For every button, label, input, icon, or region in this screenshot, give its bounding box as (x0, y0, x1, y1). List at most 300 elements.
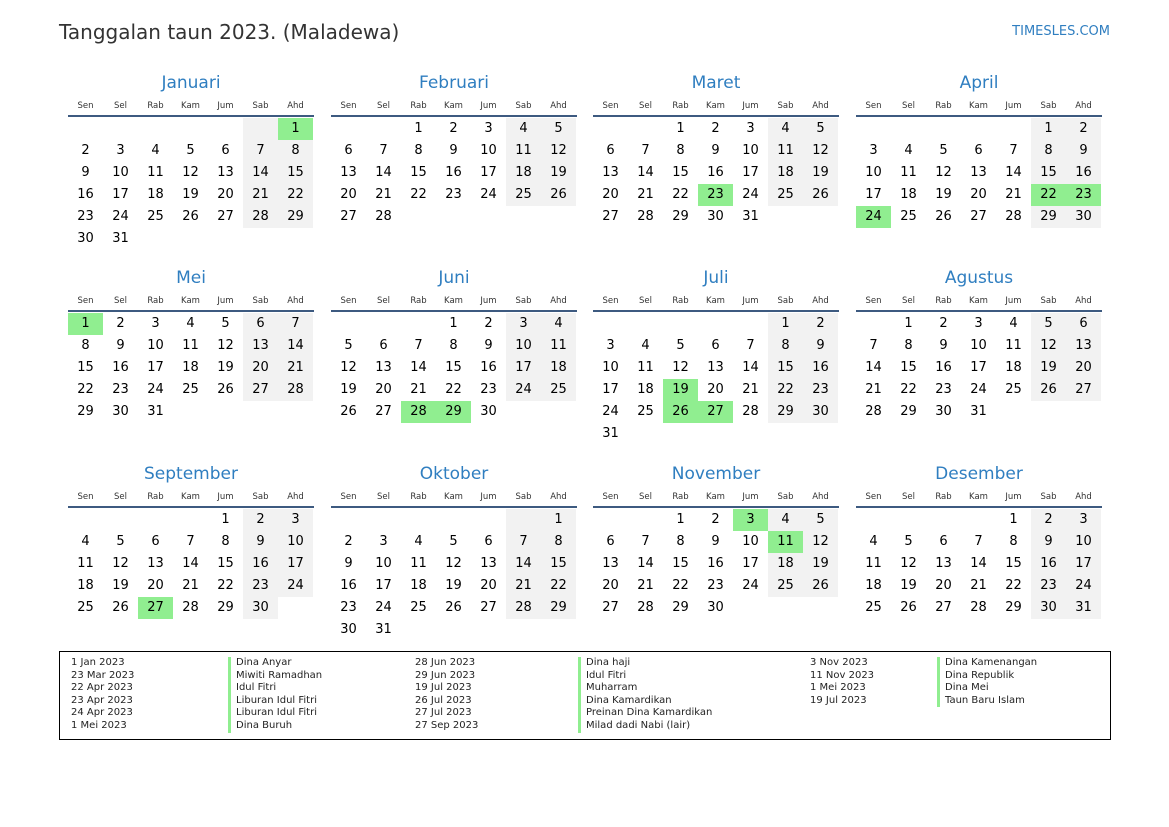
day-cell: 14 (637, 165, 654, 180)
day-cell: 22 (672, 578, 689, 593)
day-cell: 13 (602, 556, 619, 571)
day-cell: 11 (1005, 338, 1022, 353)
week-row (331, 206, 577, 228)
day-cell: 9 (116, 338, 125, 353)
day-cell: 25 (147, 209, 164, 224)
weekday-label: Sel (902, 100, 915, 111)
empty-cell (366, 118, 401, 140)
day-cell: 14 (970, 556, 987, 571)
week-row (68, 118, 314, 140)
day-cell: 12 (340, 360, 357, 375)
weekday-label: Jum (480, 491, 497, 502)
weekend-day-cell: 20 (243, 357, 278, 379)
day-cell: 9 (939, 338, 948, 353)
day-cell: 16 (480, 360, 497, 375)
day-cell: 27 (340, 209, 357, 224)
holiday-day-cell: 1 (278, 118, 313, 140)
day-cell: 2 (939, 316, 948, 331)
day-cell: 29 (217, 600, 234, 615)
week-row (68, 401, 314, 423)
day-cell: 11 (410, 556, 427, 571)
day-cell: 7 (869, 338, 878, 353)
holiday-day-cell: 19 (663, 379, 698, 401)
day-cell: 5 (186, 143, 195, 158)
weekday-label: Sen (602, 295, 619, 306)
month-divider (856, 506, 1102, 508)
week-row (856, 140, 1102, 162)
day-cell: 25 (865, 600, 882, 615)
week-row (331, 313, 577, 335)
day-cell: 8 (676, 534, 685, 549)
month-name: September (144, 464, 238, 484)
day-cell: 17 (742, 165, 759, 180)
month-februari (331, 73, 577, 228)
legend-holiday-name: Dina Anyar (228, 657, 322, 670)
week-row (331, 335, 577, 357)
weekend-day-cell: 30 (1031, 597, 1066, 619)
day-cell: 20 (602, 578, 619, 593)
day-cell: 5 (344, 338, 353, 353)
week-row (593, 140, 839, 162)
legend-date: 24 Apr 2023 (71, 707, 133, 719)
weekday-label: Sel (639, 491, 652, 502)
legend-holiday-name: Dina haji (578, 657, 712, 670)
day-cell: 31 (970, 404, 987, 419)
month-name: Mei (176, 268, 206, 288)
weekend-day-cell: 8 (541, 531, 576, 553)
weekend-day-cell: 11 (768, 140, 803, 162)
empty-cell (1066, 401, 1101, 423)
day-cell: 12 (672, 360, 689, 375)
weekday-label: Sel (114, 295, 127, 306)
day-cell: 31 (112, 231, 129, 246)
day-cell: 27 (970, 209, 987, 224)
day-cell: 6 (344, 143, 353, 158)
day-cell: 16 (935, 360, 952, 375)
month-divider (856, 310, 1102, 312)
weekday-label: Jum (742, 100, 759, 111)
week-row (68, 531, 314, 553)
month-mei (68, 268, 314, 423)
weekday-label: Sel (377, 100, 390, 111)
legend-date: 11 Nov 2023 (810, 669, 875, 681)
day-cell: 21 (742, 382, 759, 397)
day-cell: 16 (707, 556, 724, 571)
weekend-day-cell: 7 (278, 313, 313, 335)
holiday-day-cell: 3 (733, 509, 768, 531)
day-cell: 15 (217, 556, 234, 571)
day-cell: 24 (480, 187, 497, 202)
day-cell: 4 (81, 534, 90, 549)
weekend-day-cell: 9 (1066, 140, 1101, 162)
day-cell: 2 (344, 534, 353, 549)
day-cell: 7 (641, 143, 650, 158)
empty-cell (401, 313, 436, 335)
empty-cell (208, 401, 243, 423)
weekend-day-cell: 5 (803, 509, 838, 531)
week-row (68, 184, 314, 206)
weekend-day-cell: 1 (768, 313, 803, 335)
empty-cell (698, 313, 733, 335)
legend-date: 29 Jun 2023 (415, 669, 476, 681)
empty-cell (278, 228, 313, 250)
week-row (593, 118, 839, 140)
empty-cell (856, 118, 891, 140)
holiday-day-cell: 28 (401, 401, 436, 423)
empty-cell (68, 118, 103, 140)
day-cell: 26 (340, 404, 357, 419)
day-cell: 20 (375, 382, 392, 397)
legend-date-column (810, 657, 874, 707)
week-row (331, 118, 577, 140)
day-cell: 13 (970, 165, 987, 180)
legend-holiday-name: Preinan Dina Kamardikan (578, 707, 712, 720)
month-divider (856, 115, 1102, 117)
day-cell: 20 (707, 382, 724, 397)
day-cell: 3 (116, 143, 125, 158)
weekend-day-cell: 15 (278, 162, 313, 184)
week-row (68, 140, 314, 162)
empty-cell (436, 619, 471, 641)
day-cell: 1 (676, 512, 685, 527)
empty-cell (768, 597, 803, 619)
weekend-day-cell: 27 (243, 379, 278, 401)
weekday-label: Rab (410, 295, 427, 306)
weekend-day-cell: 2 (803, 313, 838, 335)
weekday-header (68, 97, 314, 114)
weekday-label: Ahd (812, 100, 829, 111)
day-cell: 15 (445, 360, 462, 375)
day-cell: 27 (375, 404, 392, 419)
empty-cell (436, 509, 471, 531)
day-cell: 7 (1009, 143, 1018, 158)
weekday-header (593, 97, 839, 114)
empty-cell (996, 118, 1031, 140)
weekend-day-cell: 23 (803, 379, 838, 401)
weekend-day-cell: 19 (1031, 357, 1066, 379)
day-cell: 24 (375, 600, 392, 615)
legend-holiday-name: Dina Republik (937, 670, 1037, 683)
holiday-day-cell: 22 (1031, 184, 1066, 206)
weekend-day-cell: 16 (1031, 553, 1066, 575)
day-cell: 18 (900, 187, 917, 202)
weekday-label: Sen (602, 100, 619, 111)
week-row (593, 423, 839, 445)
weekend-day-cell: 26 (803, 575, 838, 597)
weekend-day-cell: 15 (1031, 162, 1066, 184)
empty-cell (243, 118, 278, 140)
day-cell: 28 (970, 600, 987, 615)
day-cell: 13 (217, 165, 234, 180)
day-cell: 3 (606, 338, 615, 353)
day-cell: 18 (182, 360, 199, 375)
empty-cell (506, 206, 541, 228)
day-cell: 8 (81, 338, 90, 353)
weekday-label: Jum (742, 491, 759, 502)
day-cell: 10 (112, 165, 129, 180)
day-cell: 10 (742, 534, 759, 549)
weekday-label: Rab (147, 491, 164, 502)
empty-cell (663, 313, 698, 335)
day-cell: 19 (935, 187, 952, 202)
legend-holiday-name: Dina Buruh (228, 720, 322, 733)
weekend-day-cell: 10 (506, 335, 541, 357)
week-row (856, 575, 1102, 597)
weekend-day-cell: 12 (1031, 335, 1066, 357)
legend-date: 27 Sep 2023 (415, 719, 479, 731)
day-cell: 8 (221, 534, 230, 549)
day-cell: 1 (1009, 512, 1018, 527)
day-cell: 6 (711, 338, 720, 353)
weekday-label: Jum (1005, 491, 1022, 502)
week-row (593, 206, 839, 228)
day-cell: 7 (186, 534, 195, 549)
weekend-day-cell: 23 (1031, 575, 1066, 597)
day-cell: 15 (1005, 556, 1022, 571)
empty-cell (856, 313, 891, 335)
day-cell: 20 (147, 578, 164, 593)
day-cell: 23 (77, 209, 94, 224)
day-cell: 18 (1005, 360, 1022, 375)
day-cell: 5 (904, 534, 913, 549)
month-divider (68, 310, 314, 312)
weekend-day-cell: 17 (278, 553, 313, 575)
day-cell: 2 (81, 143, 90, 158)
weekday-label: Rab (935, 295, 952, 306)
empty-cell (173, 118, 208, 140)
weekend-day-cell: 23 (243, 575, 278, 597)
day-cell: 5 (116, 534, 125, 549)
day-cell: 26 (935, 209, 952, 224)
holiday-legend (59, 651, 1111, 740)
day-cell: 19 (340, 382, 357, 397)
weekend-day-cell: 14 (278, 335, 313, 357)
empty-cell (68, 509, 103, 531)
holiday-day-cell: 26 (663, 401, 698, 423)
day-cell: 26 (445, 600, 462, 615)
holiday-day-cell: 23 (698, 184, 733, 206)
empty-cell (593, 509, 628, 531)
day-cell: 8 (904, 338, 913, 353)
day-cell: 12 (445, 556, 462, 571)
day-cell: 11 (77, 556, 94, 571)
day-cell: 25 (410, 600, 427, 615)
weekday-label: Rab (410, 100, 427, 111)
month-oktober (331, 464, 577, 641)
day-cell: 2 (449, 121, 458, 136)
week-row (331, 379, 577, 401)
legend-date: 19 Jul 2023 (415, 682, 472, 694)
week-row (593, 335, 839, 357)
month-maret (593, 73, 839, 228)
weekend-day-cell: 14 (243, 162, 278, 184)
holiday-day-cell: 23 (1066, 184, 1101, 206)
day-cell: 5 (449, 534, 458, 549)
day-cell: 23 (112, 382, 129, 397)
day-cell: 22 (1005, 578, 1022, 593)
day-cell: 18 (77, 578, 94, 593)
day-cell: 23 (340, 600, 357, 615)
month-divider (68, 115, 314, 117)
day-cell: 8 (1009, 534, 1018, 549)
weekday-label: Sen (602, 491, 619, 502)
week-row (68, 228, 314, 250)
day-cell: 9 (484, 338, 493, 353)
weekday-label: Sab (252, 100, 269, 111)
day-cell: 13 (707, 360, 724, 375)
weekend-day-cell: 29 (768, 401, 803, 423)
weekend-day-cell: 22 (278, 184, 313, 206)
day-cell: 8 (414, 143, 423, 158)
week-row (856, 597, 1102, 619)
day-cell: 25 (182, 382, 199, 397)
empty-cell (436, 206, 471, 228)
day-cell: 10 (742, 143, 759, 158)
day-cell: 25 (637, 404, 654, 419)
empty-cell (506, 401, 541, 423)
weekday-label: Ahd (812, 295, 829, 306)
week-row (593, 597, 839, 619)
weekend-day-cell: 14 (506, 553, 541, 575)
weekday-label: Sen (77, 295, 94, 306)
weekday-label: Sen (340, 295, 357, 306)
weekday-label: Kam (181, 295, 200, 306)
month-divider (593, 506, 839, 508)
week-row (856, 206, 1102, 228)
month-divider (331, 310, 577, 312)
day-cell: 7 (641, 534, 650, 549)
weekday-label: Rab (672, 100, 689, 111)
weekday-label: Rab (935, 491, 952, 502)
day-cell: 18 (410, 578, 427, 593)
weekday-label: Ahd (550, 491, 567, 502)
legend-date: 27 Jul 2023 (415, 707, 472, 719)
day-cell: 1 (449, 316, 458, 331)
weekend-day-cell: 2 (243, 509, 278, 531)
weekday-label: Kam (969, 491, 988, 502)
month-name: Februari (419, 73, 489, 93)
weekend-day-cell: 19 (541, 162, 576, 184)
month-juni (331, 268, 577, 423)
weekday-label: Ahd (1075, 295, 1092, 306)
week-row (856, 335, 1102, 357)
day-cell: 18 (147, 187, 164, 202)
weekday-label: Sab (515, 295, 532, 306)
empty-cell (628, 118, 663, 140)
legend-holiday-name: Liburan Idul Fitri (228, 707, 322, 720)
weekend-day-cell: 7 (506, 531, 541, 553)
day-cell: 17 (375, 578, 392, 593)
weekend-day-cell: 12 (803, 140, 838, 162)
day-cell: 6 (939, 534, 948, 549)
legend-date: 26 Jul 2023 (415, 694, 472, 706)
weekday-label: Sab (777, 295, 794, 306)
weekday-label: Sel (114, 100, 127, 111)
day-cell: 28 (375, 209, 392, 224)
empty-cell (331, 313, 366, 335)
day-cell: 29 (1005, 600, 1022, 615)
legend-name-column (228, 657, 322, 733)
weekend-day-cell: 11 (506, 140, 541, 162)
weekend-day-cell: 26 (1031, 379, 1066, 401)
day-cell: 11 (900, 165, 917, 180)
day-cell: 22 (217, 578, 234, 593)
day-cell: 21 (375, 187, 392, 202)
day-cell: 28 (637, 209, 654, 224)
day-cell: 26 (182, 209, 199, 224)
weekend-day-cell: 28 (278, 379, 313, 401)
week-row (331, 597, 577, 619)
day-cell: 31 (375, 622, 392, 637)
weekday-header (856, 488, 1102, 505)
week-row (593, 162, 839, 184)
week-row (331, 162, 577, 184)
weekday-label: Jum (217, 100, 234, 111)
day-cell: 4 (186, 316, 195, 331)
day-cell: 4 (414, 534, 423, 549)
weekend-day-cell: 8 (1031, 140, 1066, 162)
month-september (68, 464, 314, 619)
weekend-day-cell: 9 (243, 531, 278, 553)
weekend-day-cell: 8 (768, 335, 803, 357)
weekend-day-cell: 21 (243, 184, 278, 206)
day-cell: 16 (707, 165, 724, 180)
weekday-label: Sab (252, 295, 269, 306)
week-row (331, 531, 577, 553)
legend-date: 3 Nov 2023 (810, 657, 868, 668)
day-cell: 25 (900, 209, 917, 224)
legend-date: 1 Mei 2023 (810, 682, 866, 694)
legend-date: 1 Jan 2023 (71, 657, 125, 668)
legend-holiday-name: Idul Fitri (578, 670, 712, 683)
weekday-label: Ahd (550, 100, 567, 111)
empty-cell (331, 118, 366, 140)
weekend-day-cell: 13 (1066, 335, 1101, 357)
day-cell: 18 (865, 578, 882, 593)
weekday-label: Sel (114, 491, 127, 502)
weekday-label: Rab (410, 491, 427, 502)
day-cell: 20 (602, 187, 619, 202)
legend-holiday-name: Muharram (578, 682, 712, 695)
weekday-label: Rab (935, 100, 952, 111)
weekend-day-cell: 19 (803, 553, 838, 575)
day-cell: 20 (340, 187, 357, 202)
site-link[interactable]: TIMESLES.COM (1012, 24, 1110, 39)
empty-cell (401, 509, 436, 531)
weekend-day-cell: 20 (1066, 357, 1101, 379)
day-cell: 6 (974, 143, 983, 158)
day-cell: 22 (672, 187, 689, 202)
day-cell: 30 (340, 622, 357, 637)
empty-cell (506, 509, 541, 531)
month-name: Desember (935, 464, 1023, 484)
weekday-label: Ahd (287, 295, 304, 306)
day-cell: 24 (970, 382, 987, 397)
day-cell: 3 (869, 143, 878, 158)
weekend-day-cell: 29 (1031, 206, 1066, 228)
week-row (593, 509, 839, 531)
empty-cell (961, 118, 996, 140)
day-cell: 26 (112, 600, 129, 615)
day-cell: 12 (935, 165, 952, 180)
weekday-label: Jum (480, 100, 497, 111)
weekend-day-cell: 3 (278, 509, 313, 531)
day-cell: 22 (900, 382, 917, 397)
day-cell: 2 (116, 316, 125, 331)
weekend-day-cell: 17 (1066, 553, 1101, 575)
day-cell: 10 (147, 338, 164, 353)
empty-cell (768, 206, 803, 228)
